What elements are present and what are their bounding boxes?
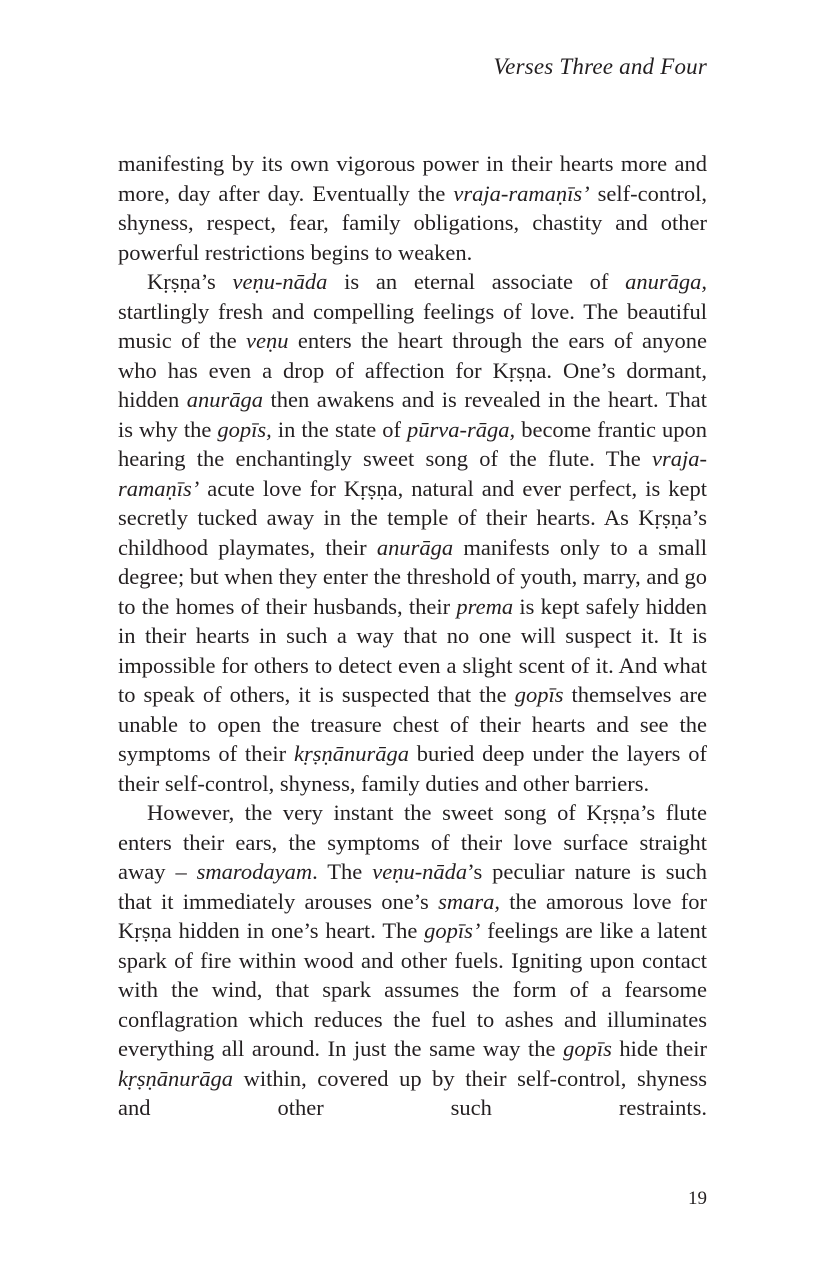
italic-term: gopīs’: [424, 918, 481, 943]
page-number: 19: [688, 1188, 707, 1209]
text-run: . The: [312, 859, 373, 884]
italic-term: smarodayam: [196, 859, 313, 884]
paragraph-3: [118, 798, 707, 1123]
text-run: feelings are like a latent spark of fire within wood and other fuels. Igniting upon contact with the wind, that spark assumes the form of a fearsome conflagration which reduces the fuel to ashes and illuminates everything all around. In just the same way the: [118, 918, 707, 1061]
italic-term: anurāga: [376, 534, 454, 560]
text-run: buried deep under the layers of their self-control, shyness, family duties and other barriers.: [118, 741, 708, 796]
text-run: startlingly fresh and compelling feelings of love. The beautiful music of the: [118, 298, 707, 353]
italic-term: gopīs: [563, 1036, 612, 1061]
italic-term: anurāga: [186, 387, 264, 412]
italic-term: kṛṣṇānurāga: [118, 1065, 234, 1091]
italic-term: gopīs,: [217, 416, 272, 442]
text-run: in the state of: [271, 416, 408, 442]
body-text: [118, 149, 707, 1123]
italic-term: smara,: [438, 888, 500, 914]
italic-term: kṛṣṇānurāga: [293, 741, 409, 766]
text-run: However, the very instant the sweet song of Kṛṣṇa’s flute enters their ears, the symptoms of their love surface straight away –: [118, 800, 707, 884]
italic-term: vraja-ramaṇīs’: [118, 446, 707, 501]
text-run: within, covered up by their self-control, shyness and other such restraints.: [118, 1065, 707, 1120]
paragraph-1: [118, 149, 707, 267]
running-head: Verses Three and Four: [493, 54, 707, 79]
italic-term: pūrva-rāga,: [407, 416, 516, 442]
text-run: acute love for Kṛṣṇa, natural and ever perfect, is kept secretly tucked away in the temple of their hearts. As Kṛṣṇa’s childhood playmates, their: [118, 475, 707, 560]
italic-term: veṇu-nāda: [372, 859, 468, 884]
text-run: themselves are unable to open the treasure chest of their hearts and see the symptoms of their: [118, 682, 707, 766]
italic-term: anurāga,: [625, 269, 708, 294]
italic-term: vraja-ramaṇīs’: [453, 180, 590, 206]
text-run: is kept safely hidden in their hearts in such a way that no one will suspect it. It is impossible for others to detect even a slight scent of it. And what to speak of others, it is suspected that the: [118, 593, 707, 707]
text-run: hide their: [611, 1036, 707, 1061]
text-run: Kṛṣṇa’s: [147, 269, 233, 294]
text-run: then awakens and is revealed in the heart. That is why the: [118, 387, 707, 442]
italic-term: prema: [456, 593, 514, 619]
italic-term: veṇu: [246, 328, 289, 353]
italic-term: gopīs: [514, 682, 564, 707]
text-run: enters the heart through the ears of anyone who has even a drop of affection for Kṛṣṇa. One’s dormant, hidden: [118, 328, 707, 412]
paragraph-2: [118, 267, 707, 798]
text-run: become frantic upon hearing the enchantingly sweet song of the flute. The: [118, 416, 707, 471]
text-run: ’s peculiar nature is such that it immediately arouses one’s: [118, 859, 707, 914]
italic-term: veṇu-nāda: [232, 269, 328, 294]
text-run: self-control, shyness, respect, fear, family obligations, chastity and other powerful restrictions begins to weaken.: [118, 180, 707, 265]
text-run: the amorous love for Kṛṣṇa hidden in one’s heart. The: [118, 888, 707, 943]
text-run: manifests only to a small degree; but when they enter the threshold of youth, marry, and go to the homes of their husbands, their: [118, 534, 707, 619]
text-run: manifesting by its own vigorous power in their hearts more and more, day after day. Eventually the: [118, 151, 707, 206]
text-run: is an eternal associate of: [327, 269, 626, 294]
